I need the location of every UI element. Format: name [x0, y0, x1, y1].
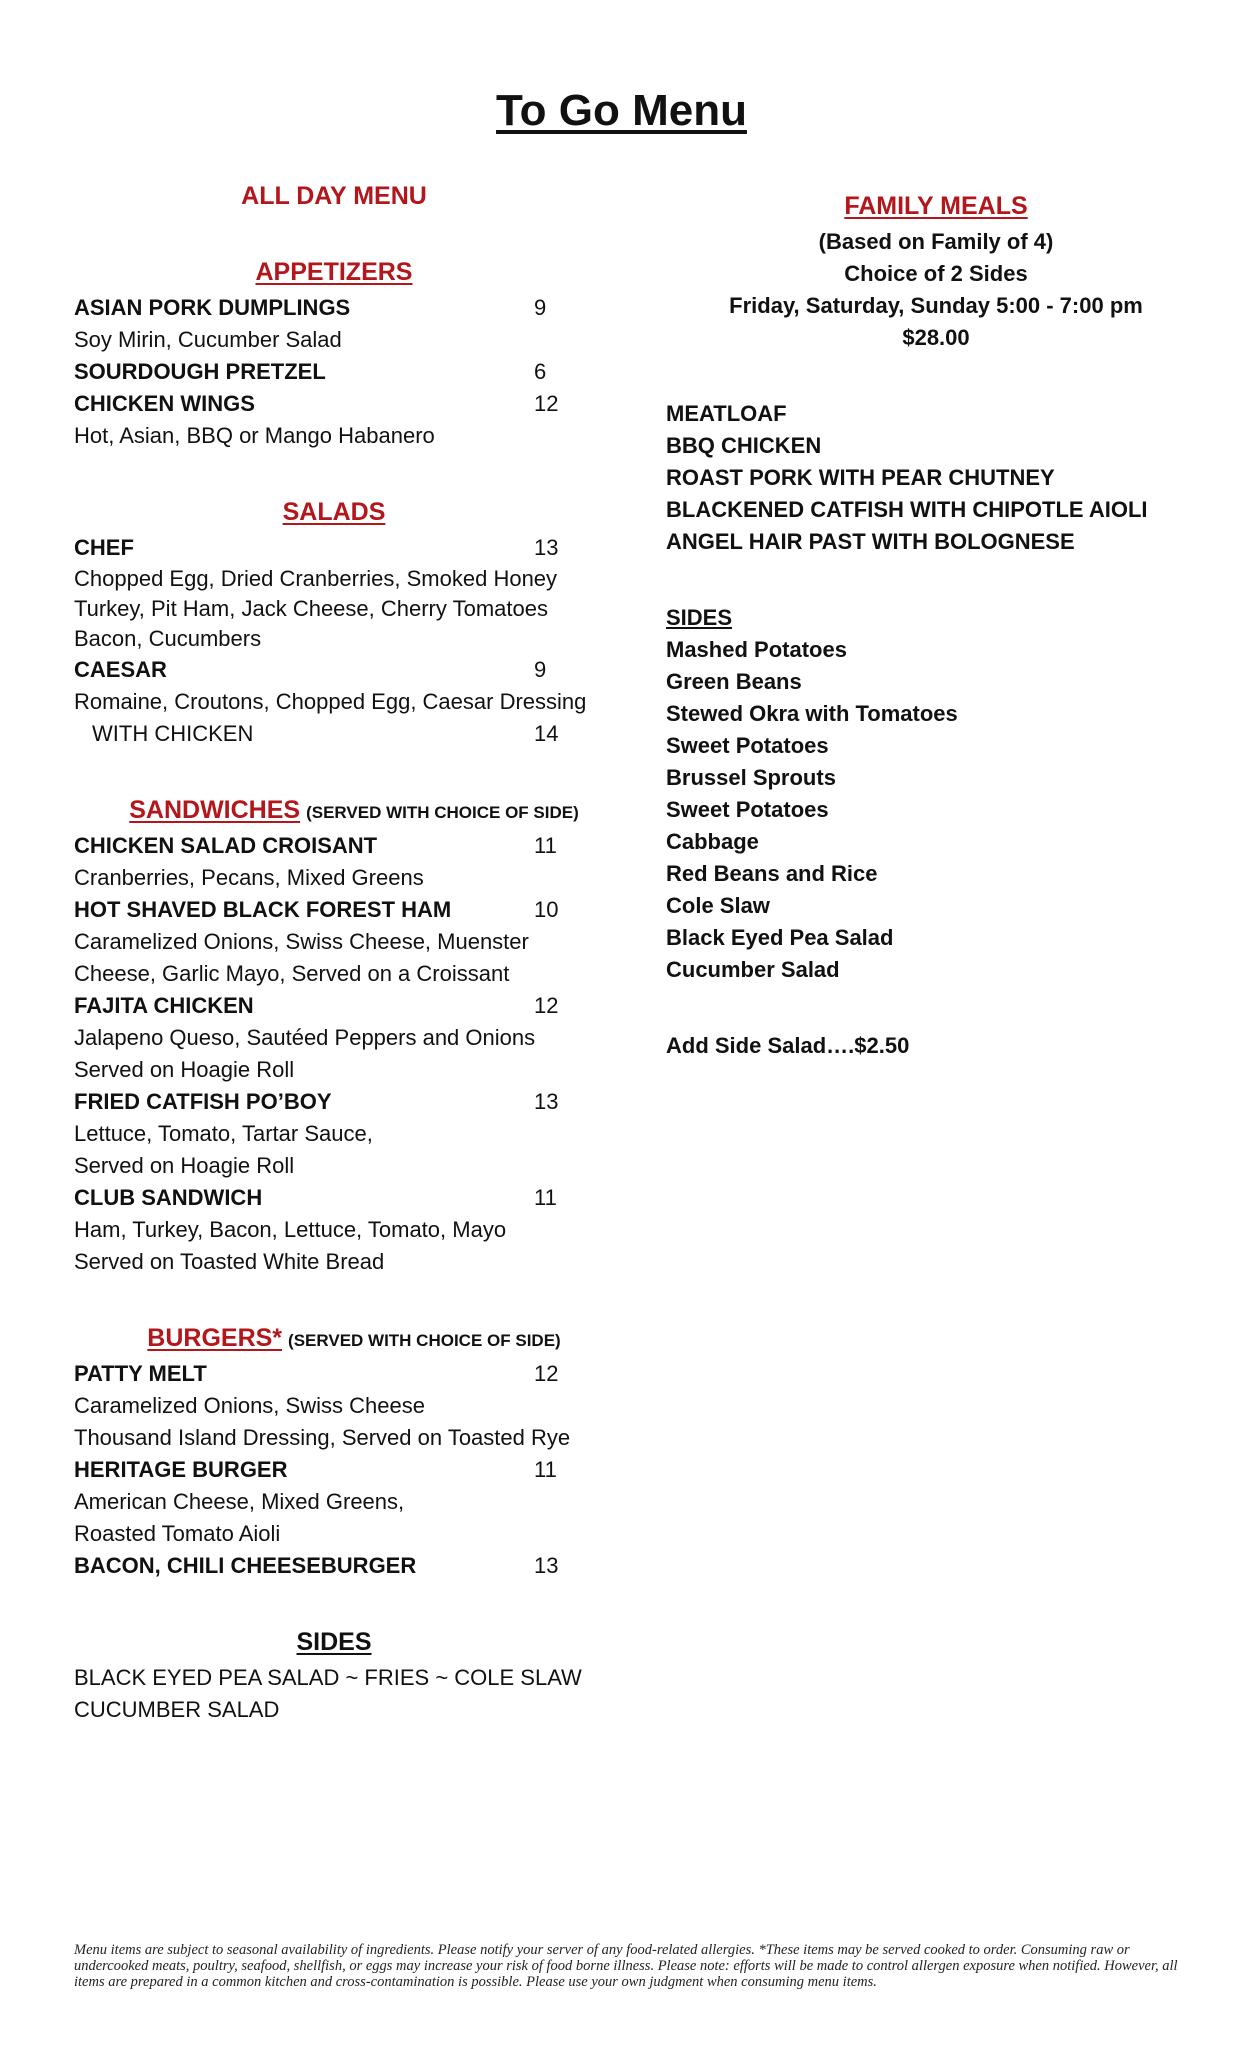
item-price: 12 [534, 1361, 559, 1386]
sandwiches-note: (SERVED WITH CHOICE OF SIDE) [306, 803, 579, 822]
item-price: 6 [534, 359, 547, 384]
family-meal-item: ROAST PORK WITH PEAR CHUTNEY [666, 465, 1055, 490]
item-name: SOURDOUGH PRETZEL [74, 359, 326, 384]
item-description: Lettuce, Tomato, Tartar Sauce, [74, 1121, 373, 1146]
menu-item [74, 1182, 594, 1214]
item-name: CHICKEN SALAD CROISANT [74, 833, 378, 858]
appetizers-heading: APPETIZERS [255, 258, 413, 286]
item-name: ASIAN PORK DUMPLINGS [74, 295, 351, 320]
menu-item [74, 356, 594, 388]
family-side-item: Brussel Sprouts [666, 765, 836, 790]
sandwiches-heading-text: SANDWICHES [129, 796, 301, 824]
item-price: 11 [534, 833, 557, 858]
item-name: BACON, CHILI CHEESEBURGER [74, 1553, 417, 1578]
item-price: 9 [534, 295, 547, 320]
item-name: FRIED CATFISH PO’BOY [74, 1089, 332, 1114]
family-side-item: Cole Slaw [666, 893, 770, 918]
family-meals-column [666, 190, 1206, 1062]
item-description: Served on Hoagie Roll [74, 1057, 295, 1082]
sides-line: CUCUMBER SALAD [74, 1697, 280, 1722]
menu-item [74, 532, 594, 564]
item-price: 13 [534, 1089, 559, 1114]
family-side-item: Red Beans and Rice [666, 861, 878, 886]
item-description: Caramelized Onions, Swiss Cheese, Muenster [74, 929, 529, 954]
all-day-menu-heading: ALL DAY MENU [241, 182, 427, 210]
addon-name: WITH CHICKEN [92, 721, 254, 746]
menu-item [74, 1086, 594, 1118]
item-price: 11 [534, 1457, 557, 1482]
family-sides-heading: SIDES [666, 605, 733, 630]
item-description: American Cheese, Mixed Greens, [74, 1489, 405, 1514]
menu-item [74, 654, 594, 686]
family-meals-price: $28.00 [902, 325, 970, 350]
family-side-item: Stewed Okra with Tomatoes [666, 701, 958, 726]
menu-item [74, 1550, 594, 1582]
item-price: 12 [534, 391, 559, 416]
burgers-heading [74, 1322, 594, 1358]
family-side-item: Green Beans [666, 669, 802, 694]
family-meal-item: BBQ CHICKEN [666, 433, 822, 458]
item-name: CAESAR [74, 657, 167, 682]
menu-item [74, 1454, 594, 1486]
item-price: 11 [534, 1185, 557, 1210]
item-description: Cranberries, Pecans, Mixed Greens [74, 865, 424, 890]
item-description: Ham, Turkey, Bacon, Lettuce, Tomato, Mayo [74, 1217, 507, 1242]
item-name: PATTY MELT [74, 1361, 207, 1386]
all-day-menu-column [74, 180, 594, 1726]
family-meals-info: (Based on Family of 4) [818, 229, 1054, 254]
item-name: CLUB SANDWICH [74, 1185, 263, 1210]
item-description: Served on Toasted White Bread [74, 1249, 385, 1274]
item-description: Soy Mirin, Cucumber Salad [74, 327, 342, 352]
allergen-disclaimer: Menu items are subject to seasonal availability of ingredients. Please notify your server of any food-related allergies. *These items may be served cooked to order. Consuming raw or undercooked meats, poultry, seafood, shellfish, or eggs may increase your risk of food borne illness. Please note: efforts will be made to control allergen exposure when notified. However, all items are prepared in a common kitchen and cross-contamination is possible. Please use your own judgment when consuming menu items. [74, 1942, 1178, 1990]
item-description: Thousand Island Dressing, Served on Toasted Rye [74, 1425, 571, 1450]
menu-item [74, 1358, 594, 1390]
family-side-item: Sweet Potatoes [666, 797, 829, 822]
menu-item [74, 894, 594, 926]
item-price: 9 [534, 657, 547, 682]
item-name: CHICKEN WINGS [74, 391, 255, 416]
item-addon [74, 718, 594, 750]
item-description: Bacon, Cucumbers [74, 626, 262, 651]
family-side-item: Black Eyed Pea Salad [666, 925, 894, 950]
item-description: Caramelized Onions, Swiss Cheese [74, 1393, 425, 1418]
page-title: To Go Menu [496, 86, 747, 135]
item-price: 12 [534, 993, 559, 1018]
sides-line: BLACK EYED PEA SALAD ~ FRIES ~ COLE SLAW [74, 1665, 582, 1690]
family-meal-item: ANGEL HAIR PAST WITH BOLOGNESE [666, 529, 1075, 554]
item-description: Cheese, Garlic Mayo, Served on a Croissant [74, 961, 510, 986]
family-meals-info: Choice of 2 Sides [844, 261, 1028, 286]
add-side-salad: Add Side Salad….$2.50 [666, 1033, 910, 1058]
item-name: CHEF [74, 535, 134, 560]
menu-item [74, 292, 594, 324]
burgers-note: (SERVED WITH CHOICE OF SIDE) [288, 1331, 561, 1350]
family-meals-info: Friday, Saturday, Sunday 5:00 - 7:00 pm [729, 293, 1143, 318]
item-price: 13 [534, 1553, 559, 1578]
family-side-item: Cabbage [666, 829, 759, 854]
item-name: HERITAGE BURGER [74, 1457, 288, 1482]
menu-item [74, 990, 594, 1022]
burgers-heading-text: BURGERS* [147, 1324, 283, 1352]
item-description: Romaine, Croutons, Chopped Egg, Caesar Dressing [74, 689, 587, 714]
menu-item [74, 830, 594, 862]
family-meals-heading: FAMILY MEALS [844, 192, 1028, 220]
item-price: 13 [534, 535, 559, 560]
item-description: Jalapeno Queso, Sautéed Peppers and Onions [74, 1025, 536, 1050]
addon-price: 14 [534, 721, 559, 746]
item-description: Chopped Egg, Dried Cranberries, Smoked Honey [74, 566, 558, 591]
item-name: FAJITA CHICKEN [74, 993, 254, 1018]
item-description: Turkey, Pit Ham, Jack Cheese, Cherry Tomatoes [74, 596, 548, 621]
item-description: Roasted Tomato Aioli [74, 1521, 281, 1546]
family-meal-item: BLACKENED CATFISH WITH CHIPOTLE AIOLI [666, 497, 1148, 522]
salads-heading: SALADS [282, 498, 386, 526]
family-side-item: Sweet Potatoes [666, 733, 829, 758]
family-side-item: Cucumber Salad [666, 957, 840, 982]
sandwiches-heading [74, 794, 594, 830]
item-price: 10 [534, 897, 559, 922]
family-meal-item: MEATLOAF [666, 401, 787, 426]
sides-heading: SIDES [296, 1628, 372, 1656]
item-description: Hot, Asian, BBQ or Mango Habanero [74, 423, 435, 448]
item-name: HOT SHAVED BLACK FOREST HAM [74, 897, 452, 922]
family-side-item: Mashed Potatoes [666, 637, 847, 662]
menu-item [74, 388, 594, 420]
item-description: Served on Hoagie Roll [74, 1153, 295, 1178]
